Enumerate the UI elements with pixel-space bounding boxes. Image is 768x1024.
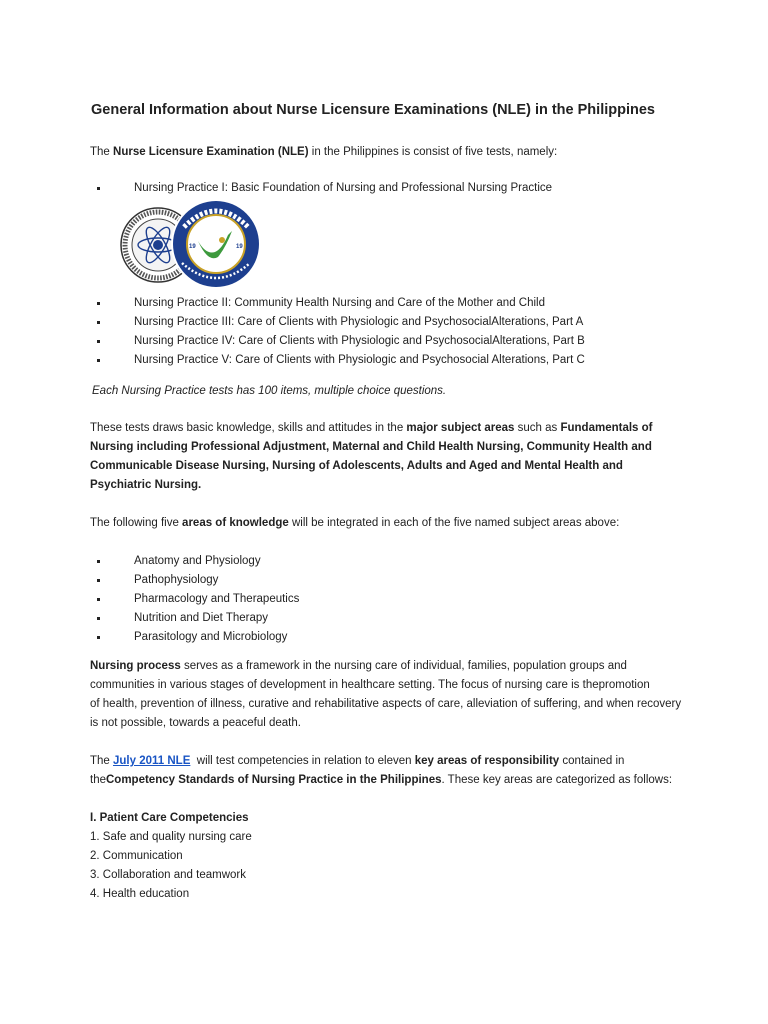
- bullet-square-icon: [97, 187, 100, 190]
- bullet-square-icon: [97, 560, 100, 563]
- test-label: Nursing Practice II: Community Health Nursing and Care of the Mother and Child: [134, 297, 545, 309]
- knowledge-bold: areas of knowledge: [182, 517, 289, 529]
- list-item: [90, 590, 299, 609]
- knowledge-label: Pharmacology and Therapeutics: [134, 593, 300, 605]
- logo-year-right: 19: [236, 244, 243, 250]
- subjects-bold-major: major subject areas: [406, 422, 515, 434]
- july-text-mid: will test competencies in relation to eleven: [190, 755, 415, 767]
- competencies-section: [90, 809, 252, 904]
- july-bold-standards: Competency Standards of Nursing Practice in the Philippines: [106, 774, 442, 786]
- test-label: Nursing Practice I: Basic Foundation of Nursing and Professional Nursing Practice: [134, 182, 553, 194]
- process-bold: Nursing process: [90, 660, 181, 672]
- subjects-bold-line2: Nursing including Professional Adjustment, Maternal and Child Health Nursing, Community Health and: [90, 441, 652, 453]
- process-line3: of health, prevention of illness, curative and rehabilitative aspects of care, alleviation of suffering, and when recovery: [90, 698, 682, 710]
- list-item: [90, 552, 299, 571]
- list-item: [90, 179, 552, 198]
- logo-year-left: 19: [189, 244, 196, 250]
- intro-bold: Nurse Licensure Examination (NLE): [113, 146, 309, 158]
- knowledge-paragraph: [90, 514, 682, 533]
- july-line2-pre: the: [90, 774, 106, 786]
- test-label: Nursing Practice V: Care of Clients with Physiologic and Psychosocial Alterations, Part C: [134, 354, 585, 366]
- subjects-bold-line4: Psychiatric Nursing.: [90, 479, 202, 491]
- knowledge-label: Parasitology and Microbiology: [134, 631, 288, 643]
- bullet-square-icon: [97, 579, 100, 582]
- july-text-pre: The: [90, 755, 114, 767]
- knowledge-text-post: will be integrated in each of the five named subject areas above:: [288, 517, 620, 529]
- bullet-square-icon: [97, 302, 100, 305]
- intro-text-pre: The: [90, 146, 114, 158]
- process-line2: communities in various stages of development in healthcare setting. The focus of nursing care is thepromotion: [90, 679, 650, 691]
- list-item: [90, 294, 585, 313]
- process-paragraph: [90, 657, 682, 733]
- process-line1: serves as a framework in the nursing care of individual, families, population groups and: [180, 660, 627, 672]
- subjects-paragraph: [90, 419, 682, 495]
- knowledge-list: [90, 552, 299, 647]
- bullet-square-icon: [97, 359, 100, 362]
- list-item: [90, 609, 299, 628]
- test-label: Nursing Practice III: Care of Clients with Physiologic and PsychosocialAlterations, Part A: [134, 316, 584, 328]
- list-item: [90, 351, 585, 370]
- list-item: 3. Collaboration and teamwork: [90, 869, 246, 881]
- test-list-rest: [90, 294, 585, 370]
- july-line2-post: . These key areas are categorized as follows:: [441, 774, 673, 786]
- process-line4: is not possible, towards a peaceful death.: [90, 717, 301, 729]
- july-bold-key-areas: key areas of responsibility: [414, 755, 560, 767]
- intro-paragraph: [90, 143, 682, 162]
- bullet-square-icon: [97, 636, 100, 639]
- list-item: 4. Health education: [90, 888, 190, 900]
- bullet-square-icon: [97, 321, 100, 324]
- nursing-board-logo: [118, 197, 266, 293]
- list-item: 2. Communication: [90, 850, 183, 862]
- bullet-square-icon: [97, 598, 100, 601]
- page-title: General Information about Nurse Licensure Examinations (NLE) in the Philippines: [91, 102, 655, 118]
- test-list-first: [90, 179, 552, 198]
- bullet-square-icon: [97, 340, 100, 343]
- list-item: 1. Safe and quality nursing care: [90, 831, 252, 843]
- list-item: [90, 571, 299, 590]
- july-paragraph: [90, 752, 682, 790]
- july-text-post: contained in: [559, 755, 625, 767]
- july-2011-nle-link[interactable]: July 2011 NLE: [113, 755, 191, 767]
- competencies-heading: I. Patient Care Competencies: [90, 812, 249, 824]
- list-item: [90, 332, 585, 351]
- subjects-bold-line1: Fundamentals of: [560, 422, 653, 434]
- knowledge-text-pre: The following five: [90, 517, 183, 529]
- list-item: [90, 628, 299, 647]
- bon-seal-icon: [171, 199, 261, 289]
- list-item: [90, 313, 585, 332]
- knowledge-label: Nutrition and Diet Therapy: [134, 612, 269, 624]
- subjects-text-pre: These tests draws basic knowledge, skills and attitudes in the: [90, 422, 407, 434]
- subjects-text-mid: such as: [514, 422, 561, 434]
- bullet-square-icon: [97, 617, 100, 620]
- subjects-bold-line3: Communicable Disease Nursing, Nursing of Adolescents, Adults and Aged and Mental Health and: [90, 460, 623, 472]
- test-label: Nursing Practice IV: Care of Clients with Physiologic and PsychosocialAlterations, Part B: [134, 335, 585, 347]
- items-note: Each Nursing Practice tests has 100 items, multiple choice questions.: [92, 385, 447, 397]
- knowledge-label: Pathophysiology: [134, 574, 219, 586]
- intro-text-post: in the Philippines is consist of five tests, namely:: [308, 146, 558, 158]
- knowledge-label: Anatomy and Physiology: [134, 555, 261, 567]
